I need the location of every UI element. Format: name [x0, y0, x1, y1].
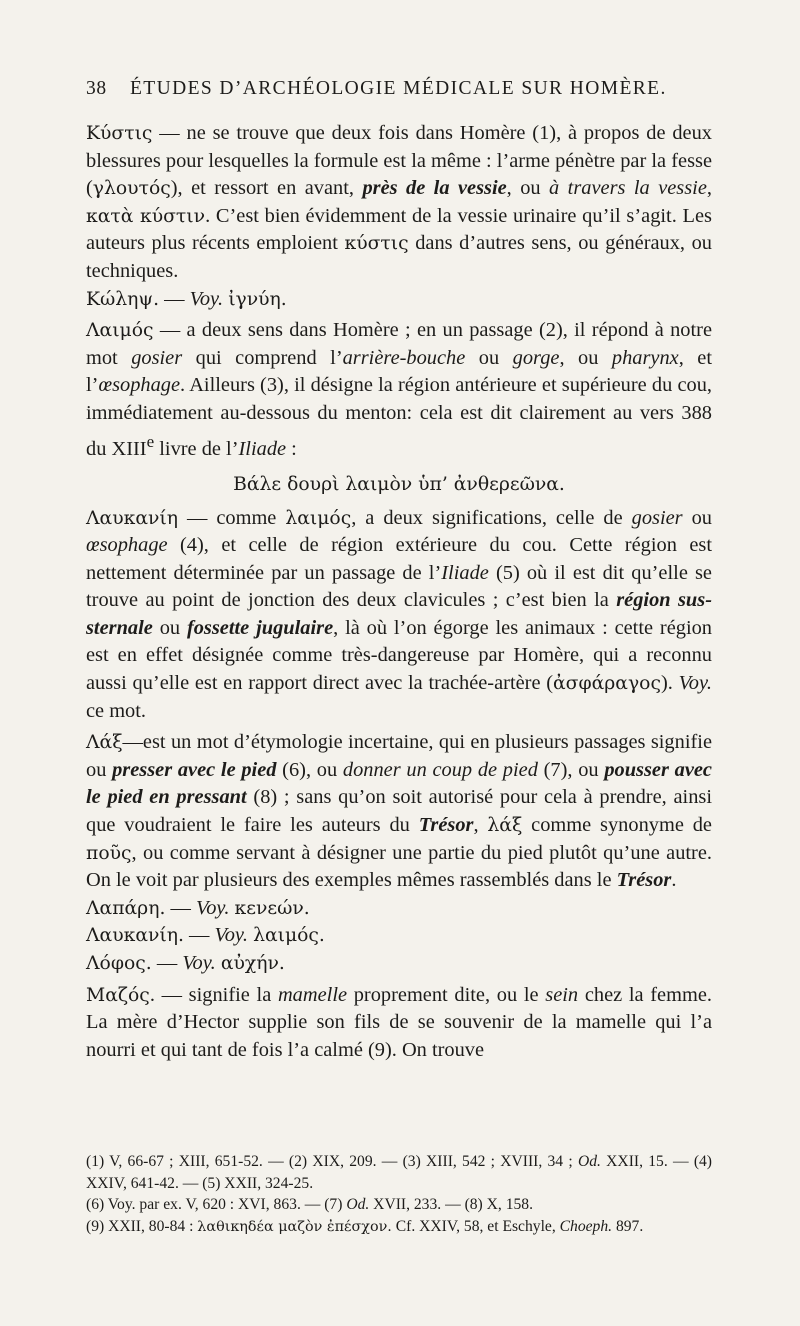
entry-text: —est un mot d’étymologie incertaine, qui en plusieurs passages signifie ou: [86, 731, 712, 781]
entry-text: — a deux sens dans Homère ; en un passage (2), il répond à notre mot: [86, 319, 712, 369]
entry-headword: Λαυκανίη.: [86, 925, 184, 947]
emphasis: Iliade: [441, 561, 489, 584]
footnote-text: XXII, 15. — (4) XXIV, 641-42. — (5) XXII, 324-25.: [86, 1153, 713, 1192]
entry-text: ce mot.: [86, 699, 147, 722]
greek-term: λαθικηδέα μαζὸν ἐπέσχον.: [197, 1218, 392, 1235]
entry-text: (7), ou: [537, 758, 605, 781]
voy-label: Voy.: [189, 287, 224, 310]
entry-headword: Λάξ: [86, 732, 123, 754]
superscript: e: [146, 431, 155, 451]
voy-label: Voy.: [182, 952, 216, 975]
entry-headword: Κύστις: [86, 123, 153, 144]
entry-text: , ou comme servant à désigner une partie du pied plutôt qu’une autre. On le voit par plusieurs des exemples mêmes rassemblés dans le: [86, 841, 712, 892]
emphasis: Iliade: [238, 437, 287, 460]
quoted-verse: Βάλε δουρὶ λαιμὸν ὑπ’ ἀνθερεῶνα.: [233, 473, 565, 495]
emphasis: fossette jugulaire: [186, 616, 334, 639]
entry-headword: Μαζός: [86, 984, 150, 1006]
emphasis: Trésor: [418, 814, 474, 837]
entry-headword: Λαιμός: [86, 320, 154, 342]
entry-koleps: Κώληψ. — Voy. ἰγνύη.: [86, 287, 287, 310]
entry-text: dans d’autres sens, ou généraux, ou techniques.: [86, 232, 712, 282]
greek-term: κύστις: [344, 233, 409, 255]
emphasis: gosier: [131, 346, 183, 369]
entry-laimos: [86, 317, 712, 463]
crossref-lapare: Λαπάρη. — Voy. κενεών.: [86, 896, 310, 919]
emphasis: donner un coup de pied: [342, 758, 538, 781]
entry-text: chez la femme. La mère d’Hector supplie son fils de se souvenir de la mamelle qui l’a nourri et qui tant de fois l’a calmé (9). On trouve: [86, 983, 712, 1061]
entry-text: ).: [660, 672, 679, 695]
entry-headword: Λόφος.: [86, 953, 152, 975]
emphasis: Trésor: [616, 869, 672, 892]
footnote-text: (1) V, 66-67 ; XIII, 651-52. — (2) XIX, 209. — (3) XIII, 542 ; XVIII, 34 ;: [86, 1153, 578, 1170]
footnote-abbrev: Od.: [577, 1153, 601, 1170]
emphasis: sein: [545, 983, 579, 1006]
greek-term: κατὰ κύστιν: [86, 205, 206, 227]
footnote-text: 897.: [612, 1217, 644, 1235]
greek-term: λάξ: [487, 815, 523, 837]
crossref-laukanie: Λαυκανίη. — Voy. λαιμός.: [86, 924, 325, 947]
footnote-text: XVII, 233. — (8) X, 158.: [369, 1196, 533, 1213]
emphasis: région sus-sternale: [86, 589, 712, 639]
cross-reference: κενεών.: [234, 897, 310, 919]
entry-text: , a deux significations, celle de: [351, 506, 632, 529]
running-title: ÉTUDES D’ARCHÉOLOGIE MÉDICALE SUR HOMÈRE.: [130, 78, 667, 99]
entry-text: ,: [473, 814, 488, 837]
entry-mazos: [86, 982, 712, 1065]
greek-term: λαιμός: [285, 507, 352, 529]
entry-text: ), et ressort en avant,: [170, 177, 363, 200]
emphasis: mamelle: [277, 983, 348, 1006]
footnotes: [86, 1151, 712, 1238]
entry-text: comme synonyme de: [522, 814, 712, 837]
footnote-text: (6) Voy. par ex. V, 620 : XVI, 863. — (7): [86, 1196, 347, 1213]
entry-text: — ne se trouve que deux fois dans Homère (1), à propos de deux blessures pour lesquelles la formule est la même : l’arme pénètre par la fesse (: [86, 122, 712, 200]
entry-text: ,: [706, 177, 712, 200]
emphasis: pousser avec le pied en pressant: [86, 758, 712, 809]
footnote-line: [86, 1151, 712, 1194]
emphasis: pharynx: [611, 346, 679, 369]
entry-text: ou: [682, 506, 712, 529]
entry-text: , ou: [506, 177, 550, 200]
entry-text: , là où l’on égorge les animaux : cette région est en effet désignée comme très-dangereuse par Homère, qui a reconnu aussi qu’elle est en rapport direct avec la trachée-artère (: [86, 616, 713, 695]
footnote-line: [86, 1194, 712, 1216]
crossref-lophos: Λόφος. — Voy. αὐχήν.: [86, 952, 285, 975]
emphasis: œsophage: [98, 374, 181, 397]
emphasis: œsophage: [86, 534, 168, 557]
entry-text: ou: [152, 616, 187, 639]
entry-text: (5) où il est dit qu’elle se trouve au point de jonction des deux clavicules ; c’est bien la: [86, 561, 712, 612]
cross-reference: λαιμός.: [253, 925, 325, 947]
entry-headword: Λαυκανίη: [86, 507, 178, 529]
entry-text: . C’est bien évidemment de la vessie urinaire qu’il s’agit. Les auteurs plus récents emploient: [86, 204, 712, 255]
entry-text: .: [671, 869, 677, 892]
voy-label: Voy.: [678, 672, 712, 695]
footnote-line: [86, 1216, 712, 1239]
greek-term: ἀσφάραγος: [553, 673, 661, 695]
emphasis: gosier: [631, 506, 683, 529]
footnote-abbrev: Od.: [346, 1196, 370, 1213]
greek-term: γλουτός: [92, 178, 171, 200]
cross-reference: ἰγνύη.: [228, 288, 287, 310]
entry-text: . Ailleurs (3), il désigne la région antérieure et supérieure du cou, immédiatement au-dessous du menton: cela est dit clairement au vers 388 du XIII: [86, 374, 712, 460]
main-text: [86, 120, 712, 1064]
entry-text: , ou: [559, 346, 612, 369]
voy-label: Voy.: [196, 896, 230, 919]
entry-headword: Λαπάρη.: [86, 897, 166, 919]
entry-text: proprement dite, ou le: [347, 983, 546, 1006]
emphasis: presser avec le pied: [112, 758, 277, 781]
entry-text: livre de l’: [154, 437, 239, 460]
entry-text: (4), et celle de région extérieure du cou. Cette région est nettement déterminée par un passage de l’: [86, 534, 712, 584]
entry-text: (8) ; sans qu’on soit autorisé pour cela à prendre, ainsi que voudraient le faire les auteurs du: [86, 786, 712, 837]
entry-headword: Κώληψ.: [86, 288, 160, 310]
entry-text: , et l’: [86, 346, 712, 397]
footnote-text: (9) XXII, 80-84 :: [86, 1217, 198, 1235]
voy-label: Voy.: [214, 924, 248, 947]
entry-text: (6), ou: [276, 758, 343, 781]
page-number: 38: [86, 78, 107, 99]
entry-lax: [86, 729, 712, 895]
entry-text: qui comprend l’: [182, 346, 343, 369]
footnote-text: Cf. XXIV, 58, et Eschyle,: [391, 1217, 560, 1235]
entry-laukanie: [86, 505, 712, 726]
emphasis: arrière-bouche: [342, 346, 466, 369]
greek-term: ποῦς: [86, 842, 132, 864]
entry-text: :: [286, 437, 297, 460]
entry-text: — comme: [177, 506, 286, 529]
emphasis: à travers la vessie: [549, 177, 707, 200]
entry-kustis: [86, 120, 712, 286]
cross-reference: αὐχήν.: [220, 953, 285, 975]
running-header: [86, 78, 716, 108]
entry-text: . — signifie la: [149, 983, 278, 1006]
emphasis: gorge: [512, 346, 560, 369]
footnote-abbrev: Choeph.: [559, 1217, 613, 1235]
emphasis: près de la vessie: [362, 177, 507, 200]
entry-text: ou: [465, 346, 513, 369]
